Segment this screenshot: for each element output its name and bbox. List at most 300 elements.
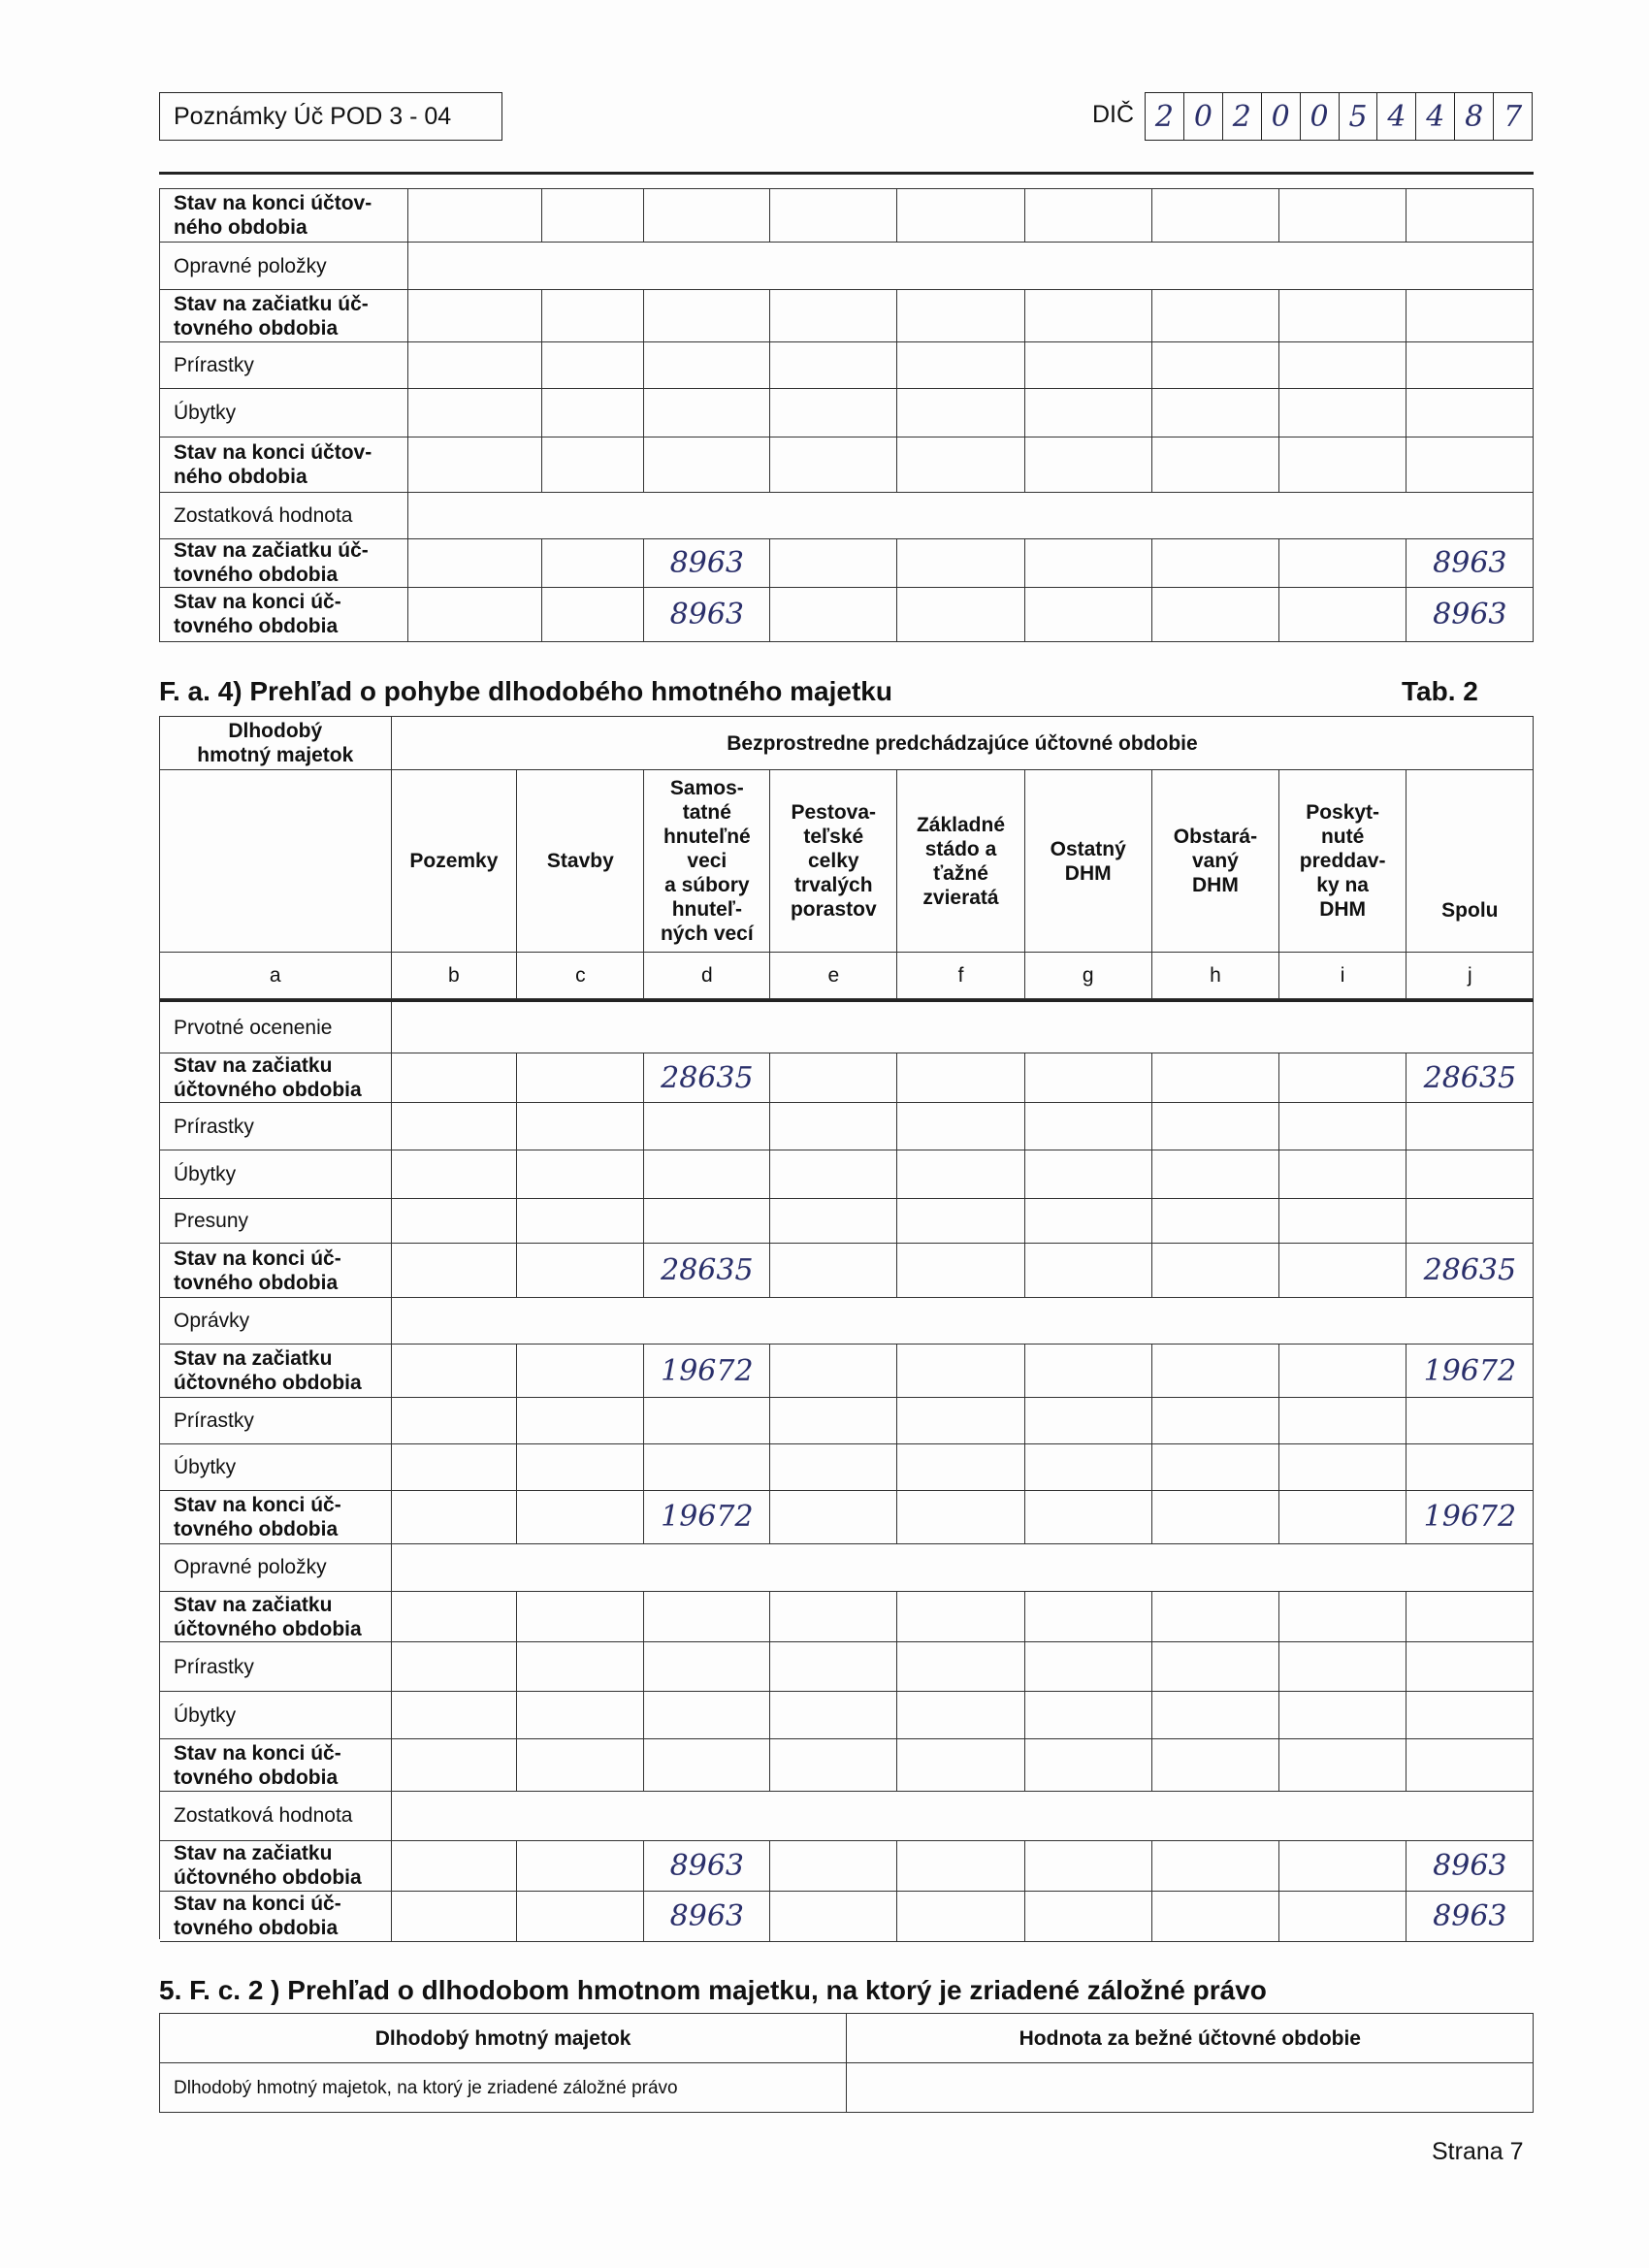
value-cell[interactable]	[1279, 1244, 1406, 1299]
value-cell[interactable]	[1152, 1444, 1279, 1491]
row-label	[160, 1841, 392, 1892]
value-cell[interactable]	[392, 1150, 518, 1198]
value-cell[interactable]	[1152, 1692, 1279, 1739]
column-letter	[897, 953, 1024, 999]
dic-digit[interactable]: 5	[1340, 93, 1378, 140]
value-cell[interactable]	[644, 1444, 770, 1491]
value-cell[interactable]	[1152, 1053, 1279, 1103]
value-cell[interactable]	[770, 342, 897, 389]
value-cell[interactable]	[644, 1244, 770, 1299]
value-cell[interactable]	[644, 1841, 770, 1892]
value-cell[interactable]	[517, 1841, 644, 1892]
empty-span-cell[interactable]	[392, 1544, 1535, 1592]
value-cell[interactable]	[392, 1053, 518, 1103]
value-cell[interactable]	[897, 342, 1024, 389]
value-cell[interactable]	[644, 1491, 770, 1544]
row-label	[160, 1739, 392, 1792]
form-name-box	[159, 92, 502, 141]
value-cell[interactable]	[897, 1692, 1024, 1739]
value-cell[interactable]	[517, 1739, 644, 1792]
cell-text: 28635	[661, 1253, 754, 1288]
value-cell[interactable]	[644, 539, 770, 589]
value-cell[interactable]	[644, 1199, 770, 1244]
value-cell[interactable]	[1152, 189, 1279, 243]
column-letter	[1152, 953, 1279, 999]
tangible-asset-movement-table	[159, 716, 1534, 1939]
empty-span-cell[interactable]	[392, 1298, 1535, 1345]
value-cell[interactable]	[517, 1244, 644, 1299]
value-cell[interactable]	[644, 389, 770, 438]
value-cell[interactable]	[1406, 1592, 1534, 1642]
page-number: Strana 7	[1432, 2138, 1524, 2165]
cell-text: Základné stádo a ťažné zvieratá	[916, 813, 1006, 909]
column-header	[897, 770, 1024, 953]
value-cell[interactable]	[542, 437, 645, 493]
value-cell[interactable]	[517, 1345, 644, 1398]
cell-text: 8963	[669, 545, 745, 580]
value-cell[interactable]	[517, 1692, 644, 1739]
value-cell[interactable]	[1025, 1398, 1152, 1444]
dic-digit[interactable]: 0	[1262, 93, 1301, 140]
cell-text: 8963	[1433, 545, 1507, 580]
value-cell[interactable]	[770, 1642, 897, 1692]
value-cell[interactable]	[517, 1398, 644, 1444]
value-cell[interactable]	[1025, 1150, 1152, 1198]
row-label	[160, 290, 408, 342]
value-cell[interactable]	[1152, 1491, 1279, 1544]
dic-digit[interactable]: 4	[1377, 93, 1416, 140]
value-cell[interactable]	[644, 1642, 770, 1692]
value-cell[interactable]	[1279, 1150, 1406, 1198]
value-cell[interactable]	[1152, 1642, 1279, 1692]
value-cell[interactable]	[517, 1491, 644, 1544]
cell-text: Dlhodobý hmotný majetok	[374, 2026, 631, 2050]
row-label	[160, 1692, 392, 1739]
value-cell[interactable]	[1025, 290, 1152, 342]
value-cell[interactable]	[1152, 1150, 1279, 1198]
value-cell[interactable]	[644, 1345, 770, 1398]
value-cell[interactable]	[897, 1053, 1024, 1103]
cell-text: c	[575, 963, 586, 987]
value-cell[interactable]	[1025, 389, 1152, 438]
cell-text: 8963	[669, 1848, 745, 1883]
value-cell[interactable]	[1152, 290, 1279, 342]
cell-text: Ostatný DHM	[1050, 837, 1126, 885]
value-cell[interactable]	[644, 588, 770, 641]
value-cell[interactable]	[408, 290, 541, 342]
cell-text: 28635	[661, 1060, 754, 1095]
value-cell[interactable]	[770, 1103, 897, 1150]
value-cell[interactable]	[392, 1444, 518, 1491]
cell-text: Obstará- vaný DHM	[1173, 826, 1258, 897]
row-label	[160, 1642, 392, 1692]
column-header	[644, 770, 770, 953]
value-cell[interactable]	[1406, 342, 1534, 389]
value-cell[interactable]	[517, 1892, 644, 1942]
value-cell[interactable]	[408, 588, 541, 641]
value-cell[interactable]	[770, 1053, 897, 1103]
value-cell[interactable]	[1406, 1841, 1534, 1892]
value-cell[interactable]	[644, 290, 770, 342]
value-cell[interactable]	[644, 437, 770, 493]
value-cell[interactable]	[770, 588, 897, 641]
cell-text: Úbytky	[174, 401, 237, 424]
value-cell[interactable]	[1025, 1692, 1152, 1739]
value-cell[interactable]	[770, 1398, 897, 1444]
value-cell[interactable]	[1406, 539, 1534, 589]
value-cell[interactable]	[1025, 1345, 1152, 1398]
value-cell[interactable]	[1152, 539, 1279, 589]
value-cell[interactable]	[1406, 1398, 1534, 1444]
value-cell[interactable]	[408, 342, 541, 389]
value-cell[interactable]	[1406, 189, 1534, 243]
row-label	[160, 1544, 392, 1592]
cell-text: Prvotné ocenenie	[174, 1016, 333, 1039]
value-cell[interactable]	[897, 1244, 1024, 1299]
value-cell[interactable]	[1279, 437, 1406, 493]
empty-span-cell[interactable]	[392, 1002, 1535, 1054]
column-letter	[160, 953, 392, 999]
value-cell[interactable]	[897, 1739, 1024, 1792]
value-cell[interactable]	[897, 1841, 1024, 1892]
cell-text: Pozemky	[409, 850, 499, 873]
cell-text: Stav na začiatku úč- tovného obdobia	[174, 292, 369, 340]
cell-text: i	[1340, 963, 1345, 987]
value-cell[interactable]	[392, 1244, 518, 1299]
value-cell[interactable]	[517, 1103, 644, 1150]
value-cell[interactable]	[1279, 1398, 1406, 1444]
value-cell[interactable]	[770, 1892, 897, 1942]
cell-text: Stav na konci úč- tovného obdobia	[174, 1741, 341, 1789]
value-cell[interactable]	[897, 1592, 1024, 1642]
cell-text: Stav na konci účtov- ného obdobia	[174, 191, 372, 239]
value-cell[interactable]	[1406, 1739, 1534, 1792]
value-cell[interactable]	[1279, 1444, 1406, 1491]
value-cell[interactable]	[1025, 342, 1152, 389]
value-cell[interactable]	[1279, 1199, 1406, 1244]
value-cell[interactable]	[1025, 539, 1152, 589]
column-letter	[517, 953, 644, 999]
cell-text: a	[269, 963, 281, 987]
value-cell[interactable]	[770, 1444, 897, 1491]
value-cell[interactable]	[392, 1398, 518, 1444]
value-cell[interactable]	[1025, 1642, 1152, 1692]
value-cell[interactable]	[408, 437, 541, 493]
row-label	[160, 539, 408, 589]
value-cell[interactable]	[1025, 1053, 1152, 1103]
empty-span-cell[interactable]	[408, 493, 1534, 539]
cell-text: 19672	[1423, 1353, 1517, 1388]
row-label	[160, 1103, 392, 1150]
value-cell[interactable]	[1152, 588, 1279, 641]
value-cell[interactable]	[1406, 1491, 1534, 1544]
cell-text: e	[827, 963, 840, 987]
value-cell[interactable]	[644, 1103, 770, 1150]
row-label	[160, 493, 408, 539]
value-cell[interactable]	[408, 539, 541, 589]
value-cell[interactable]	[644, 1739, 770, 1792]
value-cell[interactable]	[644, 342, 770, 389]
value-cell[interactable]	[1279, 1692, 1406, 1739]
row-label	[160, 1002, 392, 1054]
value-cell[interactable]	[770, 1491, 897, 1544]
value-cell[interactable]	[517, 1053, 644, 1103]
value-cell[interactable]	[517, 1592, 644, 1642]
dic-digit[interactable]: 2	[1146, 93, 1184, 140]
value-cell[interactable]	[1279, 1892, 1406, 1942]
cell-text: Úbytky	[174, 1455, 237, 1478]
cell-text: j	[1468, 963, 1472, 987]
value-cell[interactable]	[408, 189, 541, 243]
value-cell[interactable]	[1279, 389, 1406, 438]
value-cell[interactable]	[644, 1150, 770, 1198]
cell-text: 28635	[1423, 1253, 1517, 1288]
value-cell[interactable]	[1406, 1103, 1534, 1150]
cell-text: Dlhodobý hmotný majetok, na ktorý je zriadené záložné právo	[174, 2077, 678, 2098]
value-cell[interactable]	[1279, 1103, 1406, 1150]
value-cell[interactable]	[1406, 1053, 1534, 1103]
value-cell[interactable]	[392, 1103, 518, 1150]
value-cell[interactable]	[1279, 588, 1406, 641]
value-cell[interactable]	[770, 1841, 897, 1892]
value-cell[interactable]	[1406, 588, 1534, 641]
value-cell[interactable]	[1279, 1642, 1406, 1692]
value-cell[interactable]	[1025, 1199, 1152, 1244]
value-cell[interactable]	[1152, 1199, 1279, 1244]
empty-span-cell[interactable]	[392, 1792, 1535, 1841]
row-label	[160, 1792, 392, 1841]
cell-text: Dlhodobý hmotný majetok	[197, 720, 354, 767]
value-cell[interactable]	[644, 1692, 770, 1739]
value-cell[interactable]	[897, 1345, 1024, 1398]
cell-text: Prírastky	[174, 1655, 254, 1678]
column-header	[1406, 770, 1534, 953]
value-cell[interactable]	[542, 342, 645, 389]
cell-text: Stav na konci účtov- ného obdobia	[174, 441, 372, 489]
value-cell[interactable]	[1152, 1103, 1279, 1150]
value-cell[interactable]	[1152, 389, 1279, 438]
value-cell[interactable]	[770, 1199, 897, 1244]
value-cell[interactable]	[1406, 1892, 1534, 1942]
row-label	[160, 1592, 392, 1642]
value-cell[interactable]	[1152, 1892, 1279, 1942]
value-cell[interactable]	[770, 1244, 897, 1299]
cell-text: 19672	[661, 1353, 754, 1388]
value-cell[interactable]	[517, 1199, 644, 1244]
value-cell[interactable]	[1152, 1739, 1279, 1792]
cell-text: 19672	[661, 1500, 754, 1535]
cell-text: Úbytky	[174, 1703, 237, 1727]
cell-text: Bezprostredne predchádzajúce účtovné obdobie	[727, 731, 1198, 755]
cell-text: Stav na začiatku účtovného obdobia	[174, 1347, 362, 1395]
column-letter	[770, 953, 897, 999]
value-cell[interactable]	[1406, 1642, 1534, 1692]
value-cell[interactable]	[770, 1345, 897, 1398]
value-cell[interactable]	[897, 1444, 1024, 1491]
top-asset-table	[159, 188, 1534, 642]
value-cell[interactable]	[1152, 1592, 1279, 1642]
value-cell[interactable]	[1025, 189, 1152, 243]
value-cell[interactable]	[897, 389, 1024, 438]
value-cell[interactable]	[1025, 1444, 1152, 1491]
value-cell[interactable]	[542, 290, 645, 342]
value-cell[interactable]	[1406, 1244, 1534, 1299]
value-cell[interactable]	[897, 1199, 1024, 1244]
value-cell[interactable]	[770, 389, 897, 438]
value-cell[interactable]	[897, 189, 1024, 243]
value-cell[interactable]	[770, 437, 897, 493]
value-cell[interactable]	[1279, 1491, 1406, 1544]
value-cell[interactable]	[1406, 1345, 1534, 1398]
value-cell[interactable]	[408, 389, 541, 438]
value-cell[interactable]	[1152, 1345, 1279, 1398]
row-label	[160, 389, 408, 438]
value-cell[interactable]	[1279, 1345, 1406, 1398]
value-cell[interactable]	[1406, 389, 1534, 438]
value-cell[interactable]	[847, 2063, 1534, 2113]
value-cell[interactable]	[897, 437, 1024, 493]
cell-text: Stav na začiatku účtovného obdobia	[174, 1054, 362, 1102]
row-label	[160, 1398, 392, 1444]
value-cell[interactable]	[897, 1150, 1024, 1198]
value-cell[interactable]	[1279, 1592, 1406, 1642]
value-cell[interactable]	[392, 1199, 518, 1244]
value-cell[interactable]	[644, 1053, 770, 1103]
value-cell[interactable]	[1152, 1398, 1279, 1444]
value-cell[interactable]	[1025, 1244, 1152, 1299]
value-cell[interactable]	[517, 1642, 644, 1692]
cell-text: 8963	[1433, 1898, 1507, 1933]
value-cell[interactable]	[897, 1398, 1024, 1444]
value-cell[interactable]	[1025, 1592, 1152, 1642]
value-cell[interactable]	[1152, 342, 1279, 389]
value-cell[interactable]	[392, 1642, 518, 1692]
cell-text: Pestova- teľské celky trvalých porastov	[790, 801, 877, 922]
cell-text: Presuny	[174, 1209, 249, 1232]
cell-text: Zostatková hodnota	[174, 1804, 353, 1828]
value-cell[interactable]	[644, 189, 770, 243]
value-cell[interactable]	[1025, 588, 1152, 641]
value-cell[interactable]	[1406, 1444, 1534, 1491]
value-cell[interactable]	[517, 1444, 644, 1491]
value-cell[interactable]	[392, 1692, 518, 1739]
value-cell[interactable]	[770, 1739, 897, 1792]
value-cell[interactable]	[897, 539, 1024, 589]
tab-label: Tab. 2	[1402, 676, 1478, 706]
dic-field	[1145, 92, 1533, 141]
dic-digit[interactable]: 0	[1184, 93, 1223, 140]
value-cell[interactable]	[1406, 1692, 1534, 1739]
row-label	[160, 342, 408, 389]
row-label	[160, 1345, 392, 1398]
value-cell[interactable]	[392, 1892, 518, 1942]
column-letter	[1025, 953, 1152, 999]
value-cell[interactable]	[770, 290, 897, 342]
value-cell[interactable]	[897, 1491, 1024, 1544]
value-cell[interactable]	[1279, 1841, 1406, 1892]
column-letter	[644, 953, 770, 999]
dic-digit[interactable]: 8	[1455, 93, 1494, 140]
value-cell[interactable]	[770, 1692, 897, 1739]
row-label	[160, 189, 408, 243]
value-cell[interactable]	[542, 189, 645, 243]
row-label	[160, 1150, 392, 1198]
cell-text: 8963	[669, 1898, 745, 1933]
value-cell[interactable]	[392, 1739, 518, 1792]
value-cell[interactable]	[770, 1150, 897, 1198]
value-cell[interactable]	[542, 389, 645, 438]
value-cell[interactable]	[1406, 1199, 1534, 1244]
empty-span-cell[interactable]	[408, 243, 1534, 290]
value-cell[interactable]	[542, 588, 645, 641]
value-cell[interactable]	[897, 1103, 1024, 1150]
value-cell[interactable]	[1279, 189, 1406, 243]
cell-text: Stav na začiatku úč- tovného obdobia	[174, 539, 369, 587]
dic-label: DIČ	[1092, 101, 1135, 128]
dic-digit[interactable]: 2	[1223, 93, 1262, 140]
value-cell[interactable]	[392, 1491, 518, 1544]
row-label	[160, 1444, 392, 1491]
value-cell[interactable]	[897, 1642, 1024, 1692]
value-cell[interactable]	[392, 1841, 518, 1892]
value-cell[interactable]	[1406, 437, 1534, 493]
column-header	[517, 770, 644, 953]
value-cell[interactable]	[517, 1150, 644, 1198]
value-cell[interactable]	[1279, 1739, 1406, 1792]
cell-text: d	[700, 963, 713, 987]
value-cell[interactable]	[644, 1398, 770, 1444]
value-cell[interactable]	[644, 1892, 770, 1942]
value-cell[interactable]	[897, 588, 1024, 641]
value-cell[interactable]	[770, 1592, 897, 1642]
dic-digit[interactable]: 0	[1301, 93, 1340, 140]
value-cell[interactable]	[897, 1892, 1024, 1942]
dic-digit[interactable]: 7	[1504, 99, 1523, 134]
value-cell[interactable]	[392, 1345, 518, 1398]
value-cell[interactable]	[1025, 1739, 1152, 1792]
value-cell[interactable]	[644, 1592, 770, 1642]
value-cell[interactable]	[392, 1592, 518, 1642]
cell-text: Poskyt- nuté preddav- ky na DHM	[1299, 801, 1386, 922]
value-cell[interactable]	[1279, 1053, 1406, 1103]
cell-text: 28635	[1423, 1060, 1517, 1095]
value-cell[interactable]	[1025, 1491, 1152, 1544]
dic-digit[interactable]: 4	[1416, 93, 1455, 140]
form-name: Poznámky Úč POD 3 - 04	[174, 102, 452, 130]
value-cell[interactable]	[1152, 1841, 1279, 1892]
value-cell[interactable]	[1279, 342, 1406, 389]
value-cell[interactable]	[1025, 1841, 1152, 1892]
value-cell[interactable]	[1152, 1244, 1279, 1299]
column-letter	[392, 953, 518, 999]
value-cell[interactable]	[897, 290, 1024, 342]
column-header	[847, 2014, 1534, 2063]
value-cell[interactable]	[1406, 1150, 1534, 1198]
value-cell[interactable]	[1025, 1892, 1152, 1942]
value-cell[interactable]	[1406, 290, 1534, 342]
value-cell[interactable]	[1025, 1103, 1152, 1150]
value-cell[interactable]	[1152, 437, 1279, 493]
value-cell[interactable]	[1279, 539, 1406, 589]
column-letter	[1406, 953, 1534, 999]
value-cell[interactable]	[1279, 290, 1406, 342]
value-cell[interactable]	[770, 189, 897, 243]
value-cell[interactable]	[770, 539, 897, 589]
value-cell[interactable]	[542, 539, 645, 589]
cell-text: 8963	[1433, 1848, 1507, 1883]
column-header	[160, 2014, 847, 2063]
value-cell[interactable]	[1025, 437, 1152, 493]
